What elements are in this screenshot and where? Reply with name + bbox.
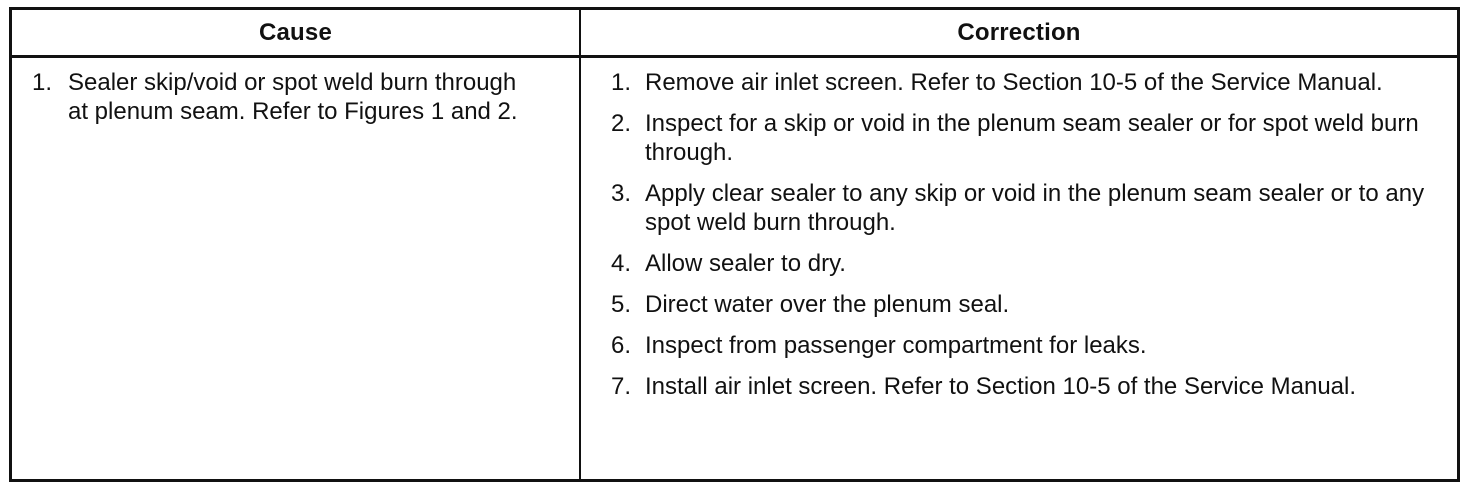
correction-step-text: Inspect from passenger compartment for leaks. — [645, 332, 1147, 359]
correction-step — [611, 109, 1437, 167]
correction-step — [611, 331, 1437, 360]
correction-step-text: Install air inlet screen. Refer to Section 10-5 of the Service Manual. — [645, 373, 1357, 400]
cause-cell — [12, 58, 579, 479]
cause-item-number: 1. — [32, 69, 53, 96]
correction-step-number: 6. — [611, 332, 632, 359]
correction-step-number: 4. — [611, 250, 632, 277]
cause-item-text: Sealer skip/void or spot weld burn through at plenum seam. Refer to Figures 1 and 2. — [68, 69, 518, 125]
cause-item — [32, 68, 539, 126]
correction-step-number: 5. — [611, 291, 632, 318]
correction-step-number: 2. — [611, 110, 632, 137]
correction-step — [611, 249, 1437, 278]
correction-step — [611, 372, 1437, 401]
header-cause: Cause — [258, 18, 333, 46]
correction-step — [611, 68, 1437, 97]
cause-correction-table — [9, 7, 1460, 482]
correction-step-text: Remove air inlet screen. Refer to Section 10-5 of the Service Manual. — [645, 69, 1383, 96]
correction-step-text: Apply clear sealer to any skip or void in the plenum seam sealer or to any spot weld burn through. — [645, 180, 1425, 236]
correction-step-text: Allow sealer to dry. — [645, 250, 846, 277]
correction-step-number: 7. — [611, 373, 632, 400]
header-correction: Correction — [957, 18, 1081, 46]
correction-step-text: Direct water over the plenum seal. — [645, 291, 1010, 318]
correction-step — [611, 290, 1437, 319]
table-header-row — [12, 10, 1457, 58]
correction-step — [611, 179, 1437, 237]
correction-step-text: Inspect for a skip or void in the plenum seam sealer or for spot weld burn through. — [645, 110, 1419, 166]
correction-step-number: 3. — [611, 180, 632, 207]
correction-step-number: 1. — [611, 69, 632, 96]
correction-cell — [581, 58, 1457, 479]
